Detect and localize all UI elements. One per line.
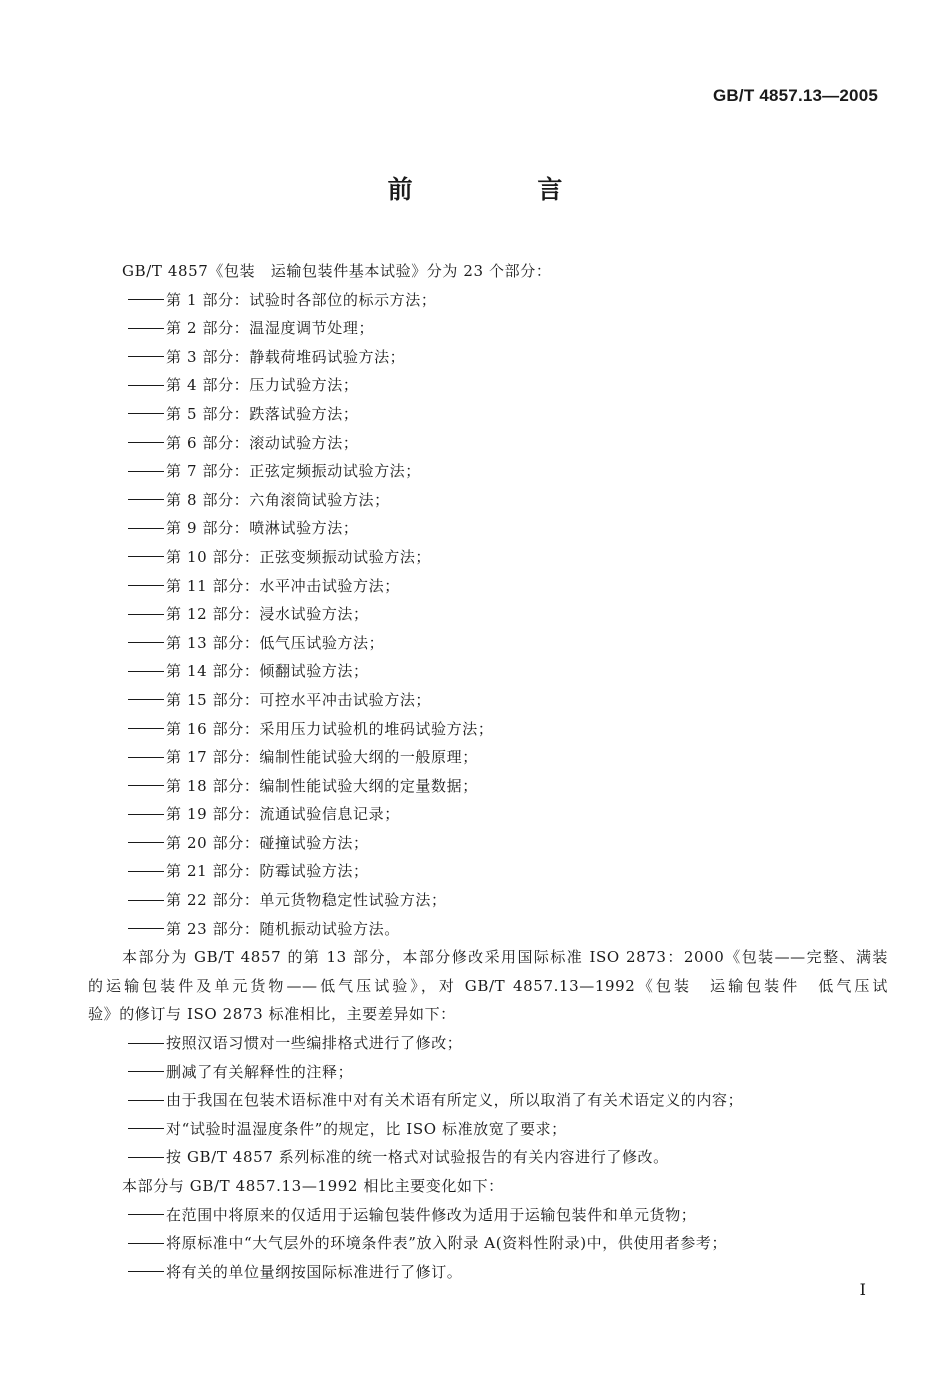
list-item: 第 16 部分：采用压力试验机的堆码试验方法；: [88, 715, 888, 744]
list-item: 将原标准中“大气层外的环境条件表”放入附录 A(资料性附录)中，供使用者参考；: [88, 1229, 888, 1258]
dash-mark: [128, 928, 164, 929]
dash-mark: [128, 528, 164, 529]
list-item: 第 2 部分：温湿度调节处理；: [88, 314, 888, 343]
dash-mark: [128, 614, 164, 615]
list-item: 第 20 部分：碰撞试验方法；: [88, 829, 888, 858]
dash-mark: [128, 1100, 164, 1101]
list-item: 第 13 部分：低气压试验方法；: [88, 629, 888, 658]
dash-mark: [128, 1243, 164, 1244]
list-item: 第 4 部分：压力试验方法；: [88, 371, 888, 400]
dash-mark: [128, 1157, 164, 1158]
list-item: 第 8 部分：六角滚筒试验方法；: [88, 486, 888, 515]
paragraph-line: 的运输包装件及单元货物——低气压试验》，对 GB/T 4857.13—1992《包装 运输包装件 低气压试: [88, 976, 888, 995]
differences-list: [88, 1029, 888, 1172]
list-item: 第 6 部分：滚动试验方法；: [88, 429, 888, 458]
list-item: 第 15 部分：可控水平冲击试验方法；: [88, 686, 888, 715]
dash-mark: [128, 842, 164, 843]
dash-mark: [128, 471, 164, 472]
dash-mark: [128, 1271, 164, 1272]
list-item: 第 12 部分：浸水试验方法；: [88, 600, 888, 629]
parts-list: [88, 286, 888, 944]
list-item: 第 18 部分：编制性能试验大纲的定量数据；: [88, 772, 888, 801]
dash-mark: [128, 328, 164, 329]
adoption-paragraph: [88, 943, 888, 1029]
changes-list: [88, 1201, 888, 1287]
dash-mark: [128, 642, 164, 643]
list-item: 第 10 部分：正弦变频振动试验方法；: [88, 543, 888, 572]
dash-mark: [128, 413, 164, 414]
dash-mark: [128, 785, 164, 786]
list-item: 对“试验时温湿度条件”的规定，比 ISO 标准放宽了要求；: [88, 1115, 888, 1144]
list-item: 第 22 部分：单元货物稳定性试验方法；: [88, 886, 888, 915]
list-item: 第 7 部分：正弦定频振动试验方法；: [88, 457, 888, 486]
list-item: 将有关的单位量纲按国际标准进行了修订。: [88, 1258, 888, 1287]
list-item: 第 21 部分：防霉试验方法；: [88, 857, 888, 886]
dash-mark: [128, 900, 164, 901]
changes-paragraph: 本部分与 GB/T 4857.13—1992 相比主要变化如下：: [122, 1177, 504, 1195]
dash-mark: [128, 585, 164, 586]
dash-mark: [128, 1071, 164, 1072]
list-item: 在范围中将原来的仅适用于运输包装件修改为适用于运输包装件和单元货物；: [88, 1201, 888, 1230]
list-item: 第 19 部分：流通试验信息记录；: [88, 800, 888, 829]
dash-mark: [128, 699, 164, 700]
list-item: 第 1 部分：试验时各部位的标示方法；: [88, 286, 888, 315]
foreword-body: [88, 257, 888, 1286]
page-title: 前 言: [387, 175, 621, 204]
list-item: 按 GB/T 4857 系列标准的统一格式对试验报告的有关内容进行了修改。: [88, 1143, 888, 1172]
dash-mark: [128, 814, 164, 815]
list-item: 第 17 部分：编制性能试验大纲的一般原理；: [88, 743, 888, 772]
list-item: 第 3 部分：静载荷堆码试验方法；: [88, 343, 888, 372]
list-item: 第 5 部分：跌落试验方法；: [88, 400, 888, 429]
dash-mark: [128, 1128, 164, 1129]
list-item: 删减了有关解释性的注释；: [88, 1058, 888, 1087]
dash-mark: [128, 728, 164, 729]
standard-number: GB/T 4857.13—2005: [713, 86, 878, 105]
dash-mark: [128, 442, 164, 443]
dash-mark: [128, 1214, 164, 1215]
dash-mark: [128, 671, 164, 672]
dash-mark: [128, 499, 164, 500]
paragraph-line: 本部分为 GB/T 4857 的第 13 部分，本部分修改采用国际标准 ISO 2873：2000《包装——完整、满装: [122, 948, 888, 967]
dash-mark: [128, 556, 164, 557]
list-item: 第 23 部分：随机振动试验方法。: [88, 915, 888, 944]
dash-mark: [128, 871, 164, 872]
list-item: 第 11 部分：水平冲击试验方法；: [88, 572, 888, 601]
page-number: I: [859, 1280, 866, 1299]
list-item: 按照汉语习惯对一些编排格式进行了修改；: [88, 1029, 888, 1058]
dash-mark: [128, 1043, 164, 1044]
dash-mark: [128, 385, 164, 386]
dash-mark: [128, 356, 164, 357]
paragraph-line: 验》的修订与 ISO 2873 标准相比，主要差异如下：: [88, 1005, 456, 1024]
dash-mark: [128, 299, 164, 300]
dash-mark: [128, 757, 164, 758]
list-item: 第 9 部分：喷淋试验方法；: [88, 514, 888, 543]
intro-paragraph: GB/T 4857《包装 运输包装件基本试验》分为 23 个部分：: [122, 262, 552, 280]
list-item: 第 14 部分：倾翻试验方法；: [88, 657, 888, 686]
list-item: 由于我国在包装术语标准中对有关术语有所定义，所以取消了有关术语定义的内容；: [88, 1086, 888, 1115]
